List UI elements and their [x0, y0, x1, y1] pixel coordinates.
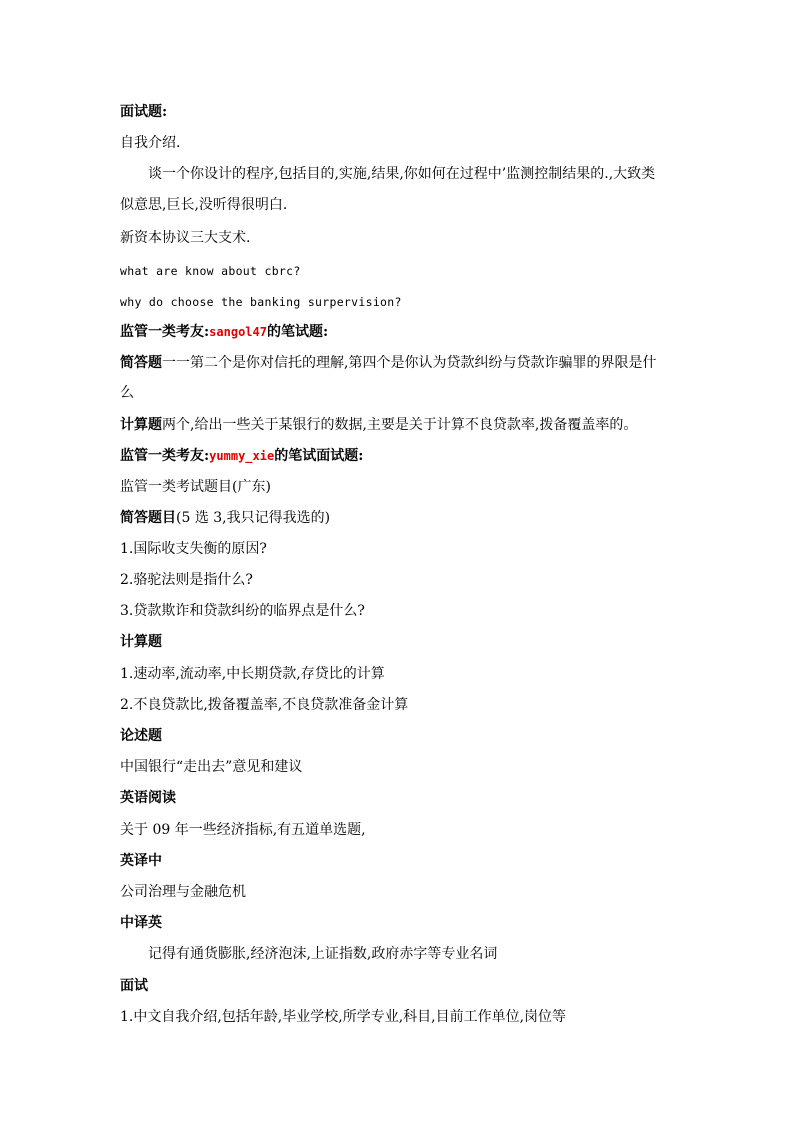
- list-item: 3.贷款欺诈和贷款纠纷的临界点是什么?: [120, 603, 365, 619]
- interview-label: 面试: [120, 978, 148, 994]
- short-answer-1-line-2: 么: [120, 385, 134, 401]
- calc-2-label: 计算题: [120, 634, 162, 650]
- en-cn-label: 英译中: [120, 853, 162, 869]
- list-item: 1.速动率,流动率,中长期贷款,存贷比的计算: [120, 666, 385, 682]
- list-item: 2.不良贷款比,拨备覆盖率,不良贷款准备金计算: [120, 697, 409, 713]
- writer-2-heading: [120, 446, 363, 466]
- calc-1-label: 计算题: [120, 417, 162, 433]
- writer-1-prefix: 监管一类考友:: [120, 324, 210, 340]
- writer-2-prefix: 监管一类考友:: [120, 448, 210, 464]
- cn-en-text: 记得有通货膨胀,经济泡沫,上证指数,政府赤字等专业名词: [148, 946, 498, 962]
- calc-1-text: 两个,给出一些关于某银行的数据,主要是关于计算不良贷款率,拨备覆盖率的。: [162, 417, 638, 433]
- program-line-1: 谈一个你设计的程序,包括目的,实施,结果,你如何在过程中’监测控制结果的.,大致类: [148, 166, 656, 182]
- list-item: 1.国际收支失衡的原因?: [120, 541, 267, 557]
- short-answer-2-line: [120, 508, 330, 528]
- english-question-1: what are know about cbrc?: [120, 264, 301, 278]
- essay-label: 论述题: [120, 728, 162, 744]
- short-answer-2-note: (5 选 3,我只记得我选的): [176, 510, 331, 526]
- calc-1-line: [120, 415, 637, 435]
- writer-2-suffix: 的笔试面试题:: [274, 448, 364, 464]
- basel-line: 新资本协议三大支术.: [120, 230, 251, 246]
- short-answer-2-label: 简答题目: [120, 510, 176, 526]
- short-answer-1-text: 一一第二个是你对信托的理解,第四个是你认为贷款纠纷与贷款诈骗罪的界限是什: [162, 355, 657, 371]
- writer-1-heading: [120, 322, 328, 342]
- interview-text: 1.中文自我介绍,包括年龄,毕业学校,所学专业,科目,目前工作单位,岗位等: [120, 1009, 567, 1025]
- reading-label: 英语阅读: [120, 790, 176, 806]
- program-line-2: 似意思,巨长,没听得很明白.: [120, 197, 288, 213]
- english-question-2: why do choose the banking surpervision?: [120, 295, 402, 309]
- self-intro-line: 自我介绍.: [120, 135, 181, 151]
- writer-1-name: sangol47: [209, 325, 267, 339]
- cn-en-label: 中译英: [120, 915, 162, 931]
- en-cn-text: 公司治理与金融危机: [120, 884, 246, 900]
- short-answer-1-label: 简答题: [120, 355, 162, 371]
- essay-text: 中国银行“走出去”意见和建议: [120, 759, 303, 775]
- reading-text: 关于 09 年一些经济指标,有五道单选题,: [120, 822, 366, 838]
- writer-1-suffix: 的笔试题:: [266, 324, 329, 340]
- exam-title: 监管一类考试题目(广东): [120, 479, 271, 495]
- heading-interview: 面试题:: [120, 104, 168, 120]
- list-item: 2.骆驼法则是指什么?: [120, 572, 253, 588]
- writer-2-name: yummy_xie: [209, 449, 275, 463]
- short-answer-1-line-1: [120, 353, 656, 373]
